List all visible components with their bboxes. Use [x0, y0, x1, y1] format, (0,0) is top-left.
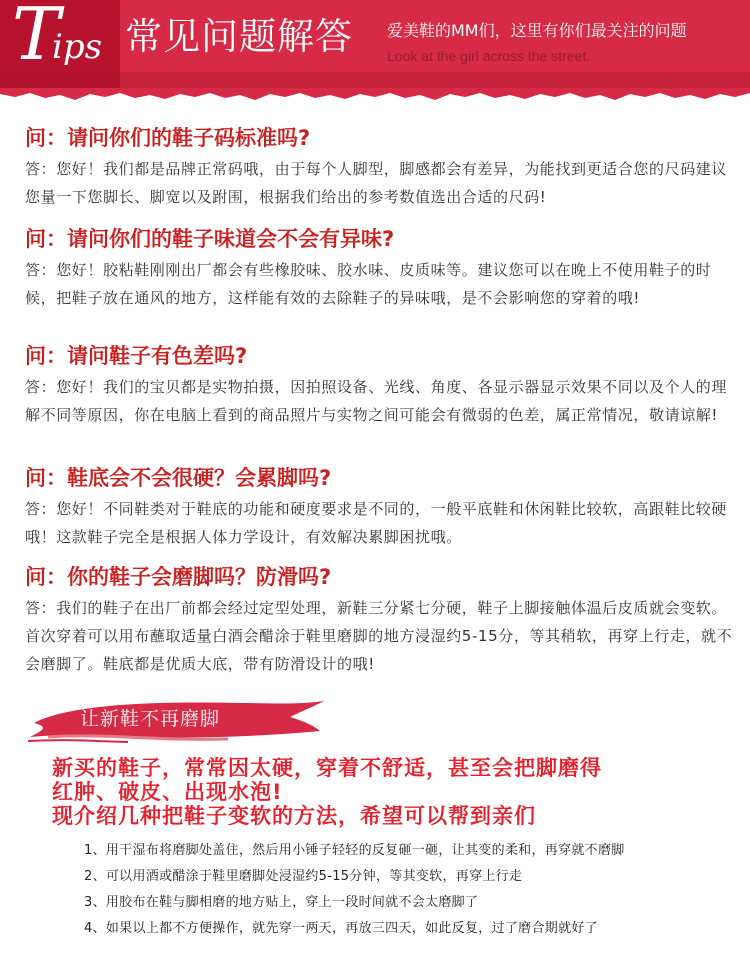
- list-item: 3、用胶布在鞋与脚相磨的地方贴上，穿上一段时间就不会太磨脚了: [84, 895, 479, 910]
- section-headline: [52, 756, 732, 828]
- faq-question: 问：请问你们的鞋子味道会不会有异味?: [25, 227, 395, 251]
- faq-question: 问：你的鞋子会磨脚吗？防滑吗?: [25, 565, 332, 589]
- faq-item-2: [25, 225, 737, 312]
- tips-logo-initial: T: [12, 0, 61, 76]
- headline-line-1: 新买的鞋子，常常因太硬，穿着不舒适，甚至会把脚磨得: [52, 756, 602, 780]
- banner-torn-edge: [0, 88, 750, 104]
- faq-question: 问：鞋底会不会很硬？会累脚吗?: [25, 466, 332, 490]
- faq-answer: 答：您好！胶粘鞋刚刚出厂都会有些橡胶味、胶水味、皮质味等。建议您可以在晚上不使用鞋子的时候，把鞋子放在通风的地方，这样能有效的去除鞋子的异味哦，是不会影响您的穿着的哦!: [25, 261, 712, 307]
- section-ribbon-label: 让新鞋不再磨脚: [80, 708, 221, 730]
- faq-answer: 答：您好！不同鞋类对于鞋底的功能和硬度要求是不同的，一般平底鞋和休闲鞋比较软，高跟鞋比较硬哦！这款鞋子完全是根据人体力学设计，有效解决累脚困扰哦。: [25, 500, 728, 546]
- faq-question: 问：请问你们的鞋子码标准吗?: [25, 126, 311, 150]
- faq-answer: 答：您好！我们的宝贝都是实物拍摄，因拍照设备、光线、角度、各显示器显示效果不同以及个人的理解不同等原因，你在电脑上看到的商品照片与实物之间可能会有微弱的色差，属正常情况，敬请谅解!: [25, 378, 728, 424]
- list-item: 4、如果以上都不方便操作，就先穿一两天，再放三四天，如此反复，过了磨合期就好了: [84, 921, 598, 936]
- list-item: 1、用干湿布将磨脚处盖住，然后用小锤子轻轻的反复砸一砸，让其变的柔和，再穿就不磨脚: [84, 843, 625, 858]
- headline-line-2: 红肿、破皮、出现水泡!: [52, 780, 283, 804]
- faq-item-5: [25, 563, 737, 678]
- banner-subtitle: Look at the girl across the street.: [387, 48, 591, 64]
- list-item: 2、可以用酒或醋涂于鞋里磨脚处浸湿约5-15分钟，等其变软，再穿上行走: [84, 869, 523, 884]
- faq-item-4: [25, 464, 737, 551]
- tips-logo: [12, 0, 112, 84]
- tips-logo-rest: ips: [52, 27, 103, 67]
- faq-item-1: [25, 124, 737, 211]
- header-banner: [0, 0, 750, 93]
- softening-steps-list: [84, 838, 744, 942]
- page-title: 常见问题解答: [125, 15, 353, 58]
- banner-tagline: 爱美鞋的MM们，这里有你们最关注的问题: [387, 21, 687, 40]
- headline-line-3: 现介绍几种把鞋子变软的方法，希望可以帮到亲们: [52, 804, 536, 828]
- faq-item-3: [25, 342, 737, 429]
- faq-answer: 答：您好！我们都是品牌正常码哦，由于每个人脚型，脚感都会有差异，为能找到更适合您的尺码建议您量一下您脚长、脚宽以及跗围，根据我们给出的参考数值选出合适的尺码!: [25, 160, 728, 206]
- faq-question: 问：请问鞋子有色差吗?: [25, 344, 248, 368]
- faq-answer: 答：我们的鞋子在出厂前都会经过定型处理，新鞋三分紧七分硬，鞋子上脚接触体温后皮质就会变软。首次穿着可以用布蘸取适量白酒会醋涂于鞋里磨脚的地方浸湿约5-15分，等其稍软，再穿上行走，就不会磨脚了。鞋底都是优质大底，带有防滑设计的哦!: [25, 599, 733, 673]
